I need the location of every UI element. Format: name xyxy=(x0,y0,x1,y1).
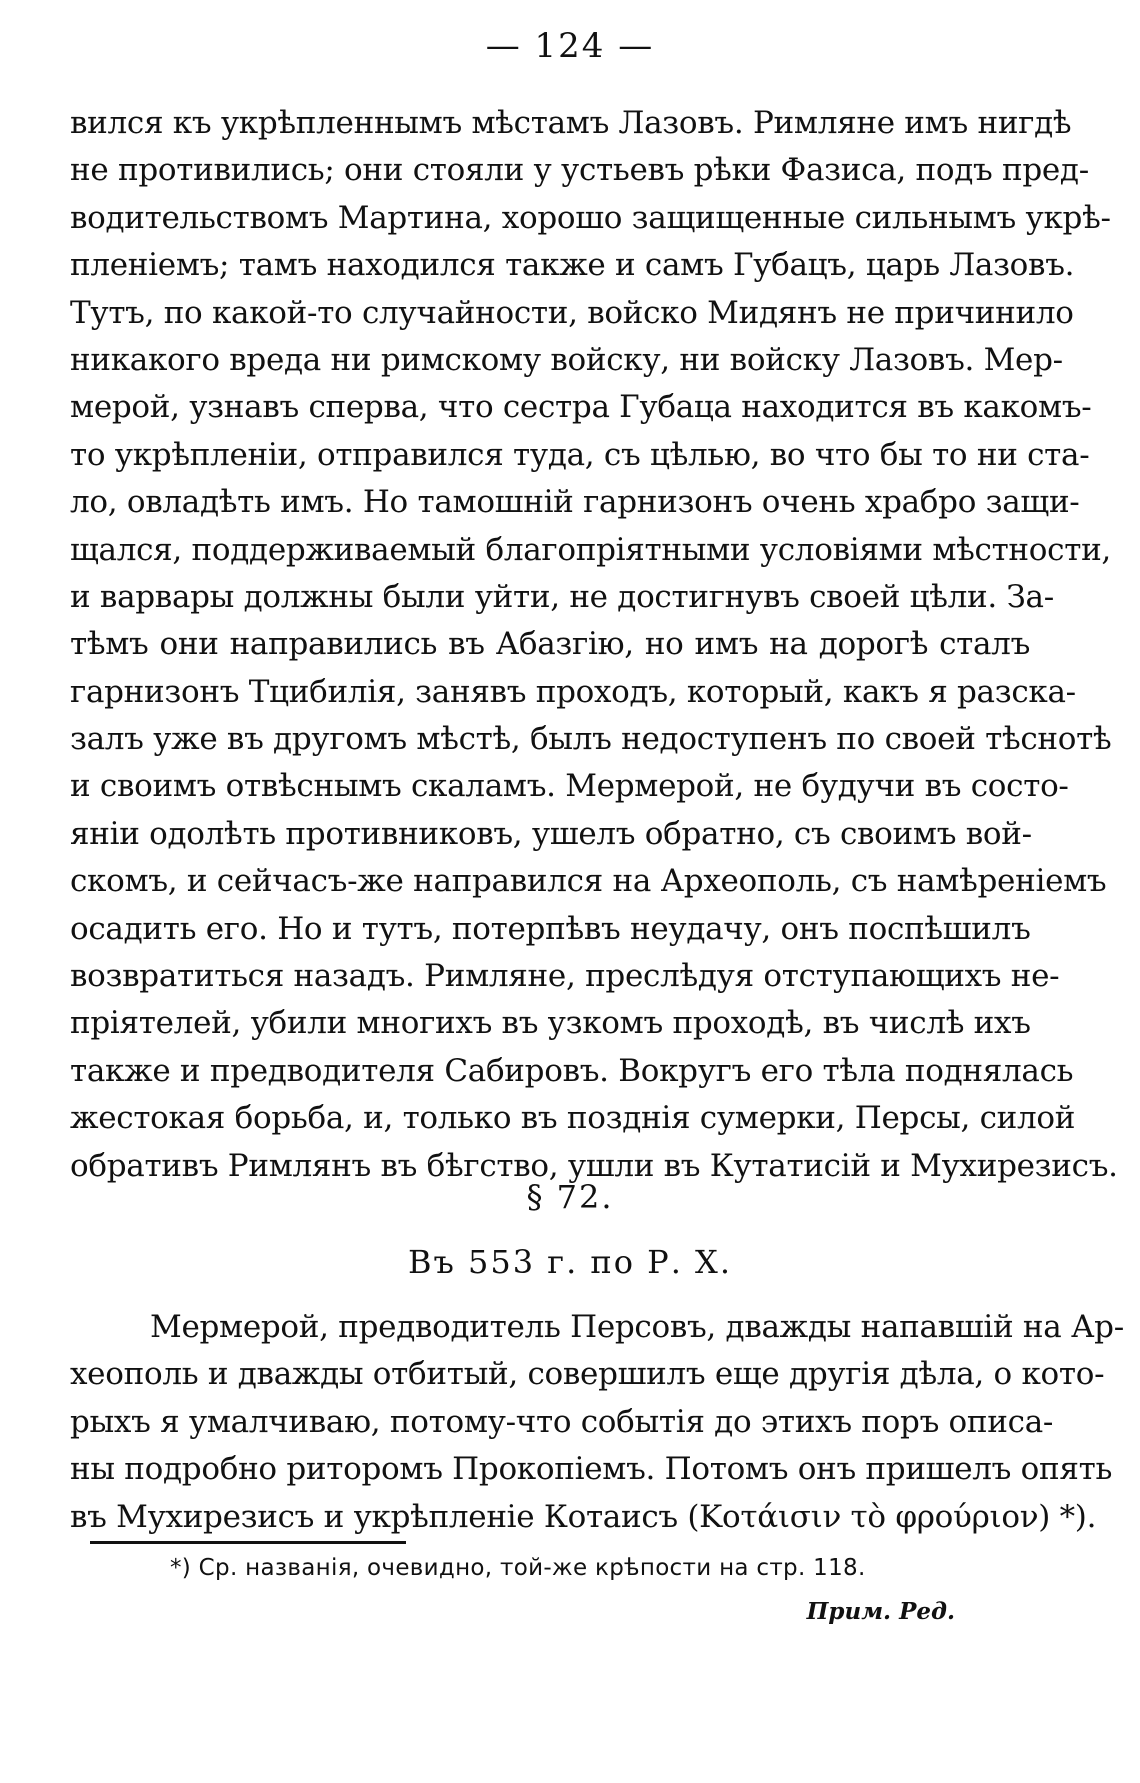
text-line: хеополь и дважды отбитый, совершилъ еще другія дѣла, о кото- xyxy=(70,1356,1105,1393)
footnote-text: *) Ср. названія, очевидно, той-же крѣпости на стр. 118. xyxy=(170,1555,866,1581)
footnote-divider xyxy=(90,1541,406,1544)
text-line: водительствомъ Мартина, хорошо защищенные сильнымъ укрѣ- xyxy=(70,199,1111,236)
text-line: гарнизонъ Тцибилія, занявъ проходъ, который, какъ я разска- xyxy=(70,673,1076,710)
text-line: жестокая борьба, и, только въ позднія сумерки, Персы, силой xyxy=(70,1100,1076,1137)
text-line: пріятелей, убили многихъ въ узкомъ проходѣ, въ числѣ ихъ xyxy=(70,1005,1031,1042)
text-line: также и предводителя Сабировъ. Вокругъ его тѣла поднялась xyxy=(70,1052,1074,1089)
text-line: Тутъ, по какой-то случайности, войско Мидянъ не причинило xyxy=(70,294,1074,331)
text-line: мерой, узнавъ сперва, что сестра Губаца находится въ какомъ- xyxy=(70,389,1092,426)
text-line: возвратиться назадъ. Римляне, преслѣдуя отступающихъ не- xyxy=(70,958,1060,995)
text-line: тѣмъ они направились въ Абазгію, но имъ на дорогѣ сталъ xyxy=(70,626,1030,663)
editor-note-signature: Прим. Ред. xyxy=(806,1598,955,1625)
text-line: обративъ Римлянъ въ бѣгство, ушли въ Кутатисій и Мухирезисъ. xyxy=(70,1147,1118,1184)
text-line: и своимъ отвѣснымъ скаламъ. Мермерой, не будучи въ состо- xyxy=(70,768,1069,805)
main-paragraph xyxy=(70,100,1118,1190)
second-paragraph xyxy=(70,1304,1124,1541)
text-line: скомъ, и сейчасъ-же направился на Археополь, съ намѣреніемъ xyxy=(70,863,1107,900)
text-line: рыхъ я умалчиваю, потому-что событія до этихъ поръ описа- xyxy=(70,1403,1054,1440)
text-line: осадить его. Но и тутъ, потерпѣвъ неудачу, онъ поспѣшилъ xyxy=(70,910,1031,947)
section-date-heading: Въ 553 г. по Р. Х. xyxy=(408,1243,732,1281)
text-line: яніи одолѣть противниковъ, ушелъ обратно, съ своимъ вой- xyxy=(70,815,1032,852)
text-line: въ Мухирезисъ и укрѣпленіе Котаисъ (Κοτάισιν τὸ φρούριον) *). xyxy=(70,1498,1097,1535)
text-line: вился къ укрѣпленнымъ мѣстамъ Лазовъ. Римляне имъ нигдѣ xyxy=(70,105,1072,141)
text-line: то укрѣпленіи, отправился туда, съ цѣлью, во что бы то ни ста- xyxy=(70,436,1090,473)
section-number: § 72. xyxy=(526,1178,614,1216)
text-line: Мермерой, предводитель Персовъ, дважды напавшій на Ар- xyxy=(150,1309,1124,1345)
text-line: и варвары должны были уйти, не достигнувъ своей цѣли. За- xyxy=(70,578,1054,615)
page-number: — 124 — xyxy=(485,26,655,66)
text-line: пленіемъ; тамъ находился также и самъ Губацъ, царь Лазовъ. xyxy=(70,247,1075,284)
text-line: не противились; они стояли у устьевъ рѣки Фазиса, подъ пред- xyxy=(70,152,1089,189)
text-line: никакого вреда ни римскому войску, ни войску Лазовъ. Мер- xyxy=(70,341,1063,378)
text-line: ны подробно риторомъ Прокопіемъ. Потомъ онъ пришелъ опять xyxy=(70,1451,1113,1488)
text-line: залъ уже въ другомъ мѣстѣ, былъ недоступенъ по своей тѣснотѣ xyxy=(70,721,1112,758)
text-line: ло, овладѣть имъ. Но тамошній гарнизонъ очень храбро защи- xyxy=(70,484,1080,521)
text-line: щался, поддерживаемый благопріятными условіями мѣстности, xyxy=(70,531,1111,568)
